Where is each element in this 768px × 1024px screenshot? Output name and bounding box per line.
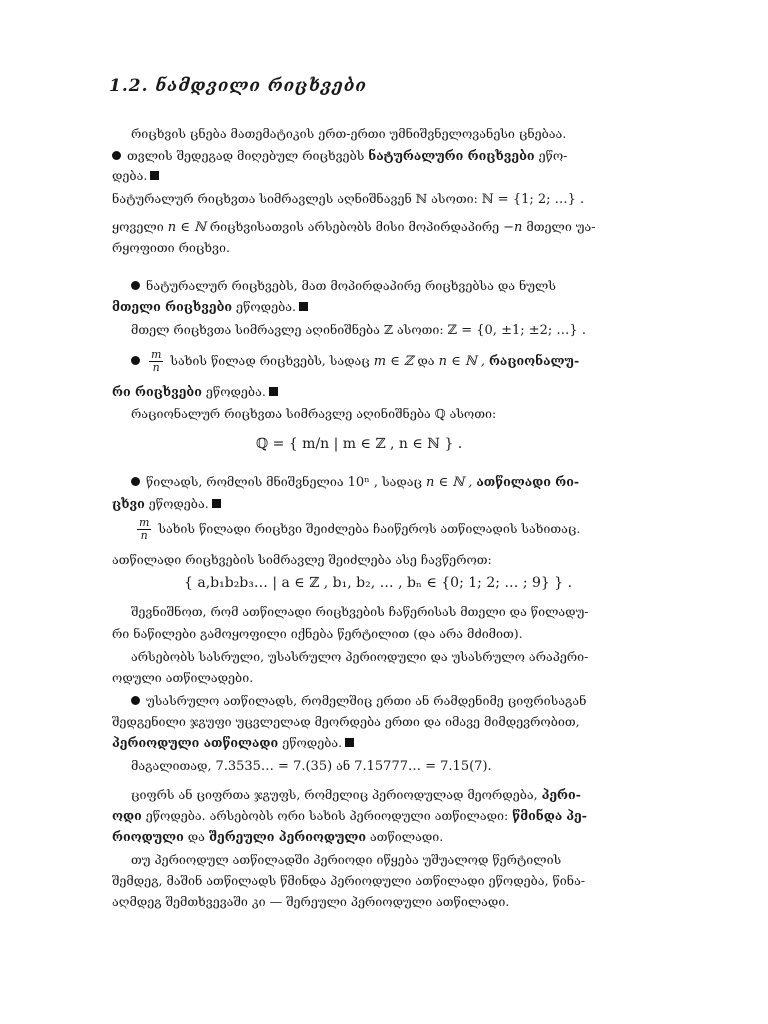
paragraph-natural-set: [112, 191, 584, 208]
term-rational-numbers: რი რიცხვები: [112, 384, 202, 399]
definition-decimal: [131, 474, 579, 491]
paragraph-period-line2: [112, 808, 587, 824]
definition-rational: [131, 348, 579, 375]
term-mixed-periodic: შერეული პერიოდული: [208, 829, 367, 844]
paragraph-period-line1: [131, 787, 581, 803]
section-heading: 1.2. ნამდვილი რიცხვები: [109, 76, 367, 96]
paragraph-pure-mixed-line3: [112, 894, 509, 910]
term-pure-periodic: პე-: [566, 808, 587, 823]
formula-example-2: 7.15777… = 7.15(7).: [354, 759, 492, 774]
bullet-icon: [131, 477, 140, 486]
bullet-icon: [112, 151, 121, 160]
text: ყოველი: [112, 219, 164, 234]
term-periodic: რიოდული: [112, 829, 184, 844]
paragraph-period-line3: [112, 829, 443, 845]
paragraph-rational-set: [131, 406, 496, 422]
definition-natural: [112, 148, 567, 164]
formula: n ∈ ℕ ,: [425, 475, 473, 490]
paragraph-decimal-set: [112, 552, 492, 568]
term-natural-numbers: ნატურალური რიცხვები: [368, 148, 535, 163]
bullet-icon: [131, 696, 140, 705]
text: ოდული ათწილადები.: [112, 670, 254, 685]
text: სადაც: [381, 474, 422, 489]
term-periodic-decimal: პერიოდული ათწილადი: [112, 735, 279, 750]
formula: n ∈ ℕ: [167, 220, 206, 235]
text: შევნიშნოთ, რომ ათწილადი რიცხვების ჩაწერისას მთელი და წილადუ-: [131, 604, 589, 619]
definition-periodic-line1: [131, 693, 586, 709]
paragraph-pure-mixed-line2: [112, 873, 585, 889]
definition-periodic-line2: [112, 714, 580, 730]
text: მთელ რიცხვთა სიმრავლე აღინიშნება ℤ ასოთი:: [131, 322, 444, 337]
term-pure: წმინდა: [512, 808, 563, 823]
text: სახის წილად რიცხვებს, სადაც: [170, 353, 370, 368]
definition-integers-end: [112, 299, 308, 315]
fraction-m-over-n: [137, 517, 151, 542]
formula-decimal-set: { a,b₁b₂b₃… | a ∈ ℤ , b₁, b₂, … , bₙ ∈ {0; 1; 2; … ; 9} } .: [184, 575, 573, 591]
formula: −n: [503, 220, 523, 235]
paragraph-fraction-as-decimal: [134, 516, 580, 542]
paragraph-pure-mixed-line1: [131, 852, 561, 868]
paragraph-note-line2: [112, 626, 523, 642]
fraction-m-over-n: [149, 349, 163, 374]
term-period: პერი-: [541, 787, 581, 802]
text: არსებობს სასრული, უსასრულო პერიოდული და უსასრულო არაპერი-: [131, 649, 589, 664]
end-square-icon: [212, 499, 221, 508]
paragraph-opposite: [112, 219, 596, 236]
text: შედგენილი ჯგუფი უცვლელად მეორდება ერთი და იმავე მიმდევრობით,: [112, 714, 580, 729]
formula: m ∈ ℤ: [373, 354, 414, 369]
text: ათწილადი.: [370, 829, 444, 844]
numerator: m: [139, 516, 150, 529]
text: ეწოდება.: [148, 496, 209, 511]
text: წილადს, რომლის მნიშვნელია: [146, 474, 344, 489]
formula-natural-set: ℕ = {1; 2; …} .: [481, 192, 585, 207]
text: ათწილადი რიცხვების სიმრავლე შეიძლება ასე ჩავწეროთ:: [112, 552, 492, 567]
bullet-icon: [131, 281, 140, 290]
definition-rational-end: [112, 384, 278, 400]
definition-integers: [131, 278, 556, 294]
paragraph-integer-set: [131, 322, 586, 339]
end-square-icon: [345, 738, 354, 747]
definition-natural-end: [112, 168, 159, 184]
term-decimal-number: ცხვი: [112, 496, 145, 511]
definition-decimal-end: [112, 496, 221, 512]
denominator: n: [152, 361, 160, 374]
text: უსასრულო ათწილადს, რომელშიც ერთი ან რამდენიმე ციფრისაგან: [146, 693, 587, 708]
formula: 10ⁿ ,: [347, 475, 378, 490]
end-square-icon: [150, 171, 159, 180]
formula-example-1: 7.3535… = 7.(35): [215, 759, 333, 774]
term-rational: რაციონალუ-: [488, 353, 580, 368]
text: ეწო-: [538, 148, 568, 163]
text: ეწოდება. არსებობს ორი სახის პერიოდული ათწილადი:: [145, 808, 509, 823]
formula: n ∈ ℕ ,: [438, 354, 485, 369]
text: რიცხვისათვის არსებობს მისი მოპირდაპირე: [209, 219, 500, 234]
paragraph-example: [131, 758, 492, 775]
text: რიცხვის ცნება მათემატიკის ერთ-ერთი უმნიშვნელოვანესი ცნებაა.: [131, 126, 567, 141]
bullet-icon: [131, 356, 140, 365]
term-integers: მთელი რიცხვები: [112, 299, 233, 314]
text: და: [187, 829, 205, 844]
text: ეწოდება.: [236, 299, 296, 314]
text: მაგალითად,: [131, 758, 212, 773]
numerator: m: [151, 348, 162, 361]
text: სახის წილადი რიცხვი შეიძლება ჩაიწეროს ათწილადის სახითაც.: [158, 521, 581, 536]
paragraph-types-line2: [112, 670, 253, 686]
denominator: n: [140, 529, 148, 542]
paragraph-intro: [131, 126, 566, 142]
paragraph-opposite-end: [112, 240, 230, 256]
text: ან: [336, 758, 351, 773]
text: აღმდეგ შემთხვევაში კი — შერეული პერიოდული ათწილადი.: [112, 894, 510, 909]
text: შემდეგ, მაშინ ათწილადს წმინდა პერიოდული ათწილადი ეწოდება, წინა-: [112, 873, 586, 888]
text: და: [417, 353, 435, 368]
term-decimal: ათწილადი რი-: [476, 474, 580, 489]
text: ციფრს ან ციფრთა ჯგუფს, რომელიც პერიოდულად მეორდება,: [131, 787, 538, 802]
text: რი ნაწილები გამოყოფილი იქნება წერტილით (და არა მძიმით).: [112, 626, 523, 641]
end-square-icon: [299, 302, 308, 311]
text: თუ პერიოდულ ათწილადში პერიოდი იწყება უშუალოდ წერტილის: [131, 852, 562, 867]
paragraph-types-line1: [131, 649, 588, 665]
text: მთელი უა-: [526, 219, 596, 234]
text: ნატურალურ რიცხვებს, მათ მოპირდაპირე რიცხვებსა და ნულს: [146, 278, 556, 293]
text: ნატურალურ რიცხვთა სიმრავლეს აღნიშნავენ ℕ ასოთი:: [112, 191, 478, 206]
formula-integer-set: ℤ = {0, ±1; ±2; …} .: [447, 323, 586, 338]
term-period-end: ოდი: [112, 808, 142, 823]
text: რაციონალურ რიცხვთა სიმრავლე აღინიშნება ℚ ასოთი:: [131, 406, 497, 421]
formula-rational-set: ℚ = { m/n | m ∈ ℤ , n ∈ ℕ } .: [256, 436, 463, 452]
text: თვლის შედეგად მიღებულ რიცხვებს: [127, 148, 365, 163]
text: ეწოდება.: [282, 735, 343, 750]
text: ეწოდება.: [205, 384, 266, 399]
text: რყოფითი რიცხვი.: [112, 240, 230, 255]
paragraph-note-line1: [131, 604, 589, 620]
definition-periodic-line3: [112, 735, 354, 751]
end-square-icon: [269, 387, 278, 396]
text: დება.: [112, 168, 148, 183]
